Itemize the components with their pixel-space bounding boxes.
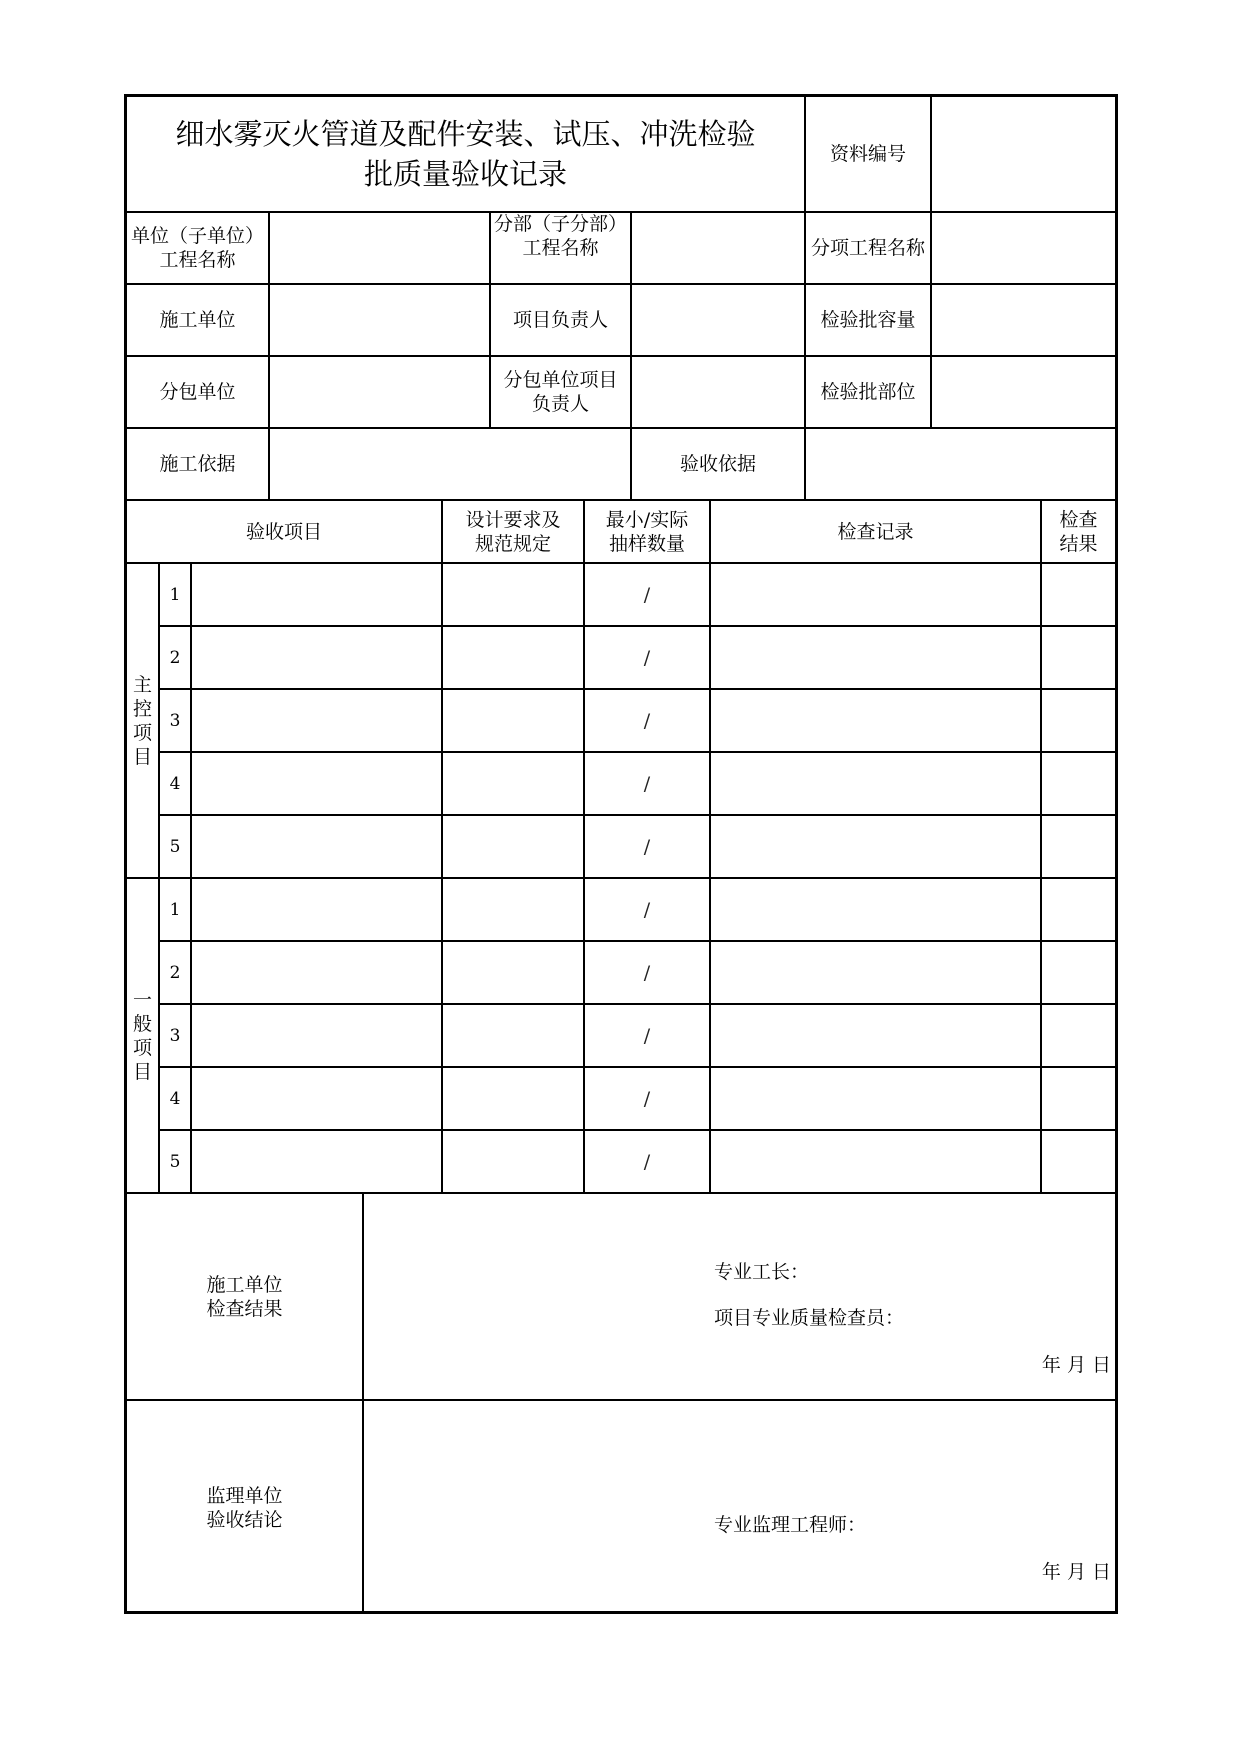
general-row-sample: / xyxy=(643,961,651,984)
subitem-project-label: 分项工程名称 xyxy=(810,237,925,259)
general-row-number: 2 xyxy=(169,962,181,983)
rule xyxy=(441,499,443,1192)
main-row-sample: / xyxy=(643,835,651,858)
general-row-sample: / xyxy=(643,1150,651,1173)
form-title: 细水雾灭火管道及配件安装、试压、冲洗检验 批质量验收记录 xyxy=(175,117,756,191)
rule xyxy=(709,499,711,1192)
main-row-number: 4 xyxy=(169,773,181,794)
rule xyxy=(190,562,192,1192)
doc-no-value[interactable] xyxy=(932,97,1115,211)
supervision-date: 年 月 日 xyxy=(1041,1561,1111,1583)
construction-check-label: 施工单位 检查结果 xyxy=(206,1273,283,1320)
unit-project-label: 单位（子单位） 工程名称 xyxy=(130,225,264,271)
supervisor-label: 专业监理工程师： xyxy=(714,1514,867,1536)
construction-unit-value[interactable] xyxy=(270,285,489,355)
main-row-sample: / xyxy=(643,646,651,669)
general-group-label: 一 般 项 目 xyxy=(132,988,152,1083)
general-row-sample: / xyxy=(643,898,651,921)
col-result-header: 检查 结果 xyxy=(1059,508,1098,555)
foreman-label: 专业工长： xyxy=(714,1261,810,1283)
batch-location-label: 检验批部位 xyxy=(820,381,916,403)
construction-unit-label: 施工单位 xyxy=(159,309,236,331)
batch-capacity-label: 检验批容量 xyxy=(820,309,916,331)
col-design-header: 设计要求及 规范规定 xyxy=(465,508,561,555)
quality-inspector-label: 项目专业质量检查员： xyxy=(714,1307,905,1329)
project-manager-value[interactable] xyxy=(632,285,804,355)
main-row-number: 2 xyxy=(169,647,181,668)
check-date: 年 月 日 xyxy=(1041,1354,1111,1376)
division-project-value[interactable] xyxy=(632,213,804,283)
main-control-group-label: 主 控 项 目 xyxy=(132,673,152,768)
main-row-number: 3 xyxy=(169,710,181,731)
acceptance-basis-label: 验收依据 xyxy=(679,453,756,475)
subcontractor-value[interactable] xyxy=(270,357,489,427)
subcontractor-manager-label: 分包单位项目 负责人 xyxy=(503,369,618,415)
unit-project-value[interactable] xyxy=(270,213,489,283)
main-row-number: 5 xyxy=(169,836,181,857)
general-row-number: 3 xyxy=(169,1025,181,1046)
main-row-number: 1 xyxy=(169,584,181,605)
col-record-header: 检查记录 xyxy=(837,520,914,543)
subcontractor-label: 分包单位 xyxy=(159,381,236,403)
general-row-number: 1 xyxy=(169,899,181,920)
project-manager-label: 项目负责人 xyxy=(512,309,608,331)
main-row-sample: / xyxy=(643,709,651,732)
subcontractor-manager-value[interactable] xyxy=(632,357,804,427)
inspection-form xyxy=(124,94,1118,1614)
col-item-header: 验收项目 xyxy=(245,520,322,543)
construction-basis-label: 施工依据 xyxy=(159,453,236,475)
general-row-number: 5 xyxy=(169,1151,181,1172)
supervision-label: 监理单位 验收结论 xyxy=(206,1484,283,1531)
construction-basis-value[interactable] xyxy=(270,429,630,499)
col-sample-header: 最小/实际 抽样数量 xyxy=(605,508,689,555)
batch-capacity-value[interactable] xyxy=(932,285,1115,355)
acceptance-basis-value[interactable] xyxy=(806,429,1115,499)
division-project-label: 分部（子分部） 工程名称 xyxy=(493,213,627,259)
rule xyxy=(362,1192,364,1614)
general-row-sample: / xyxy=(643,1087,651,1110)
general-row-sample: / xyxy=(643,1024,651,1047)
subitem-project-value[interactable] xyxy=(932,213,1115,283)
rule xyxy=(1040,499,1042,1192)
main-row-sample: / xyxy=(643,772,651,795)
batch-location-value[interactable] xyxy=(932,357,1115,427)
general-row-number: 4 xyxy=(169,1088,181,1109)
main-row-sample: / xyxy=(643,583,651,606)
doc-no-label: 资料编号 xyxy=(829,143,906,165)
